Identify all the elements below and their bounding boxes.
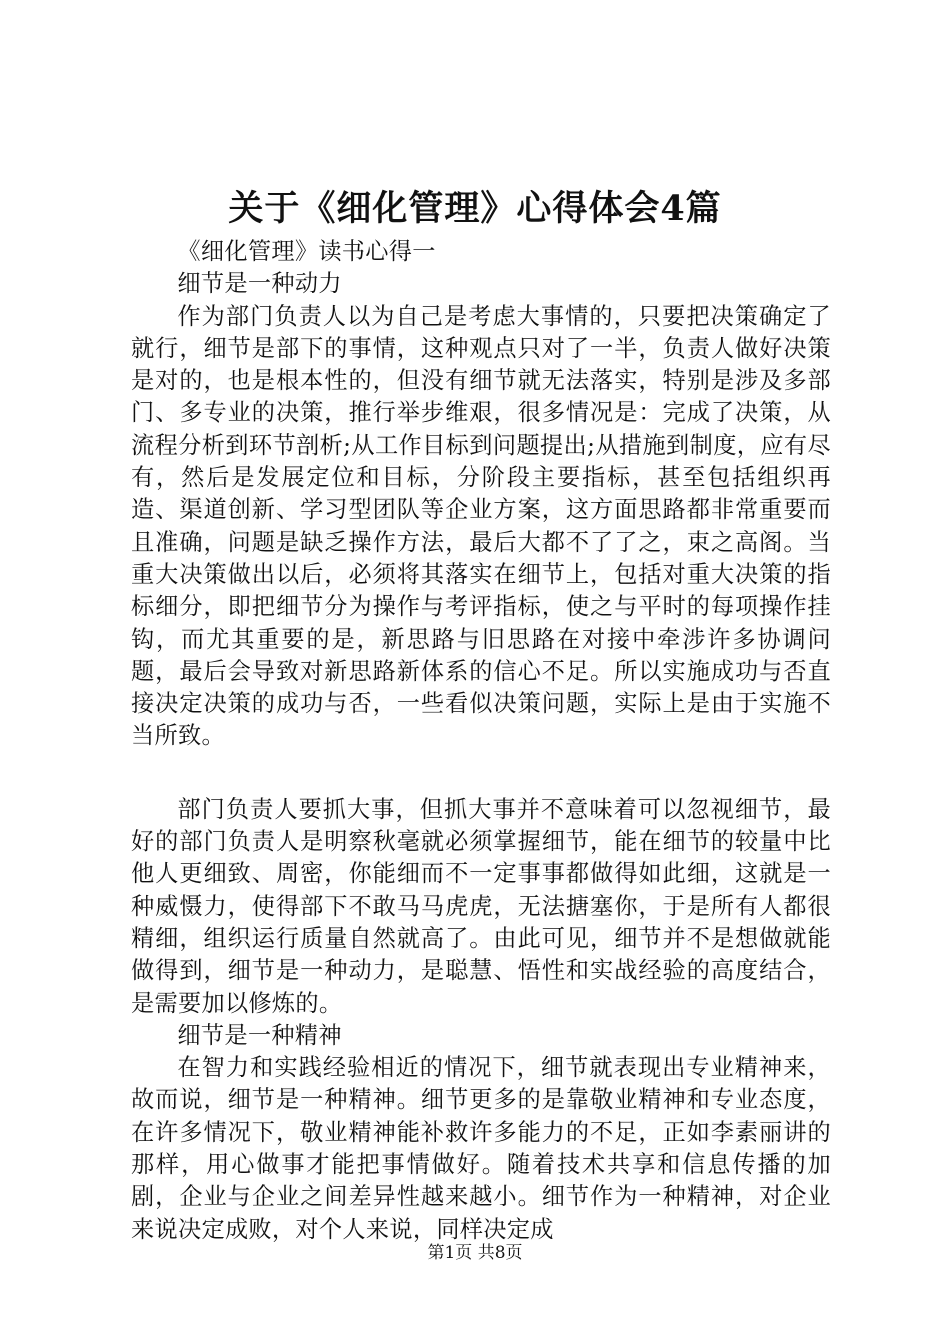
paragraph-spacer bbox=[131, 753, 831, 794]
section1-paragraph-1: 作为部门负责人以为自己是考虑大事情的，只要把决策确定了就行，细节是部下的事情，这种观点只对了一半，负责人做好决策是对的，也是根本性的，但没有细节就无法落实，特别是涉及多部门、多专业的决策，推行举步维艰，很多情况是：完成了决策，从流程分析到环节剖析;从工作目标到问题提出;从措施到制度，应有尽有，然后是发展定位和目标，分阶段主要指标，甚至包括组织再造、渠道创新、学习型团队等企业方案，这方面思路都非常重要而且准确，问题是缺乏操作方法，最后大都不了了之，束之高阁。当重大决策做出以后，必须将其落实在细节上，包括对重大决策的指标细分，即把细节分为操作与考评指标，使之与平时的每项操作挂钩，而尤其重要的是，新思路与旧思路在对接中牵涉许多协调问题，最后会导致对新思路新体系的信心不足。所以实施成功与否直接决定决策的成功与否，一些看似决策问题，实际上是由于实施不当所致。 bbox=[131, 302, 831, 750]
section2-heading: 细节是一种精神 bbox=[177, 1021, 342, 1049]
section1-paragraph-2: 部门负责人要抓大事，但抓大事并不意味着可以忽视细节，最好的部门负责人是明察秋毫就必须掌握细节，能在细节的较量中比他人更细致、周密，你能细而不一定事事都做得如此细，这就是一种威慑力，使得部下不敢马马虎虎，无法搪塞你，于是所有人都很精细，组织运行质量自然就高了。由此可见，细节并不是想做就能做得到，细节是一种动力，是聪慧、悟性和实战经验的高度结合，是需要加以修炼的。 bbox=[131, 795, 831, 1017]
section1-heading: 细节是一种动力 bbox=[177, 270, 342, 298]
document-body bbox=[131, 236, 831, 1246]
document-subtitle: 《细化管理》读书心得一 bbox=[177, 238, 436, 265]
section2-paragraph-1: 在智力和实践经验相近的情况下，细节就表现出专业精神来，故而说，细节是一种精神。细节更多的是靠敬业精神和专业态度，在许多情况下，敬业精神能补救许多能力的不足，正如李素丽讲的那样，用心做事才能把事情做好。随着技术共享和信息传播的加剧，企业与企业之间差异性越来越小。细节作为一种精神，对企业来说决定成败，对个人来说，同样决定成 bbox=[131, 1054, 831, 1243]
document-title: 关于《细化管理》心得体会4篇 bbox=[228, 188, 722, 229]
page-footer: 第1页 共8页 bbox=[427, 1243, 523, 1263]
